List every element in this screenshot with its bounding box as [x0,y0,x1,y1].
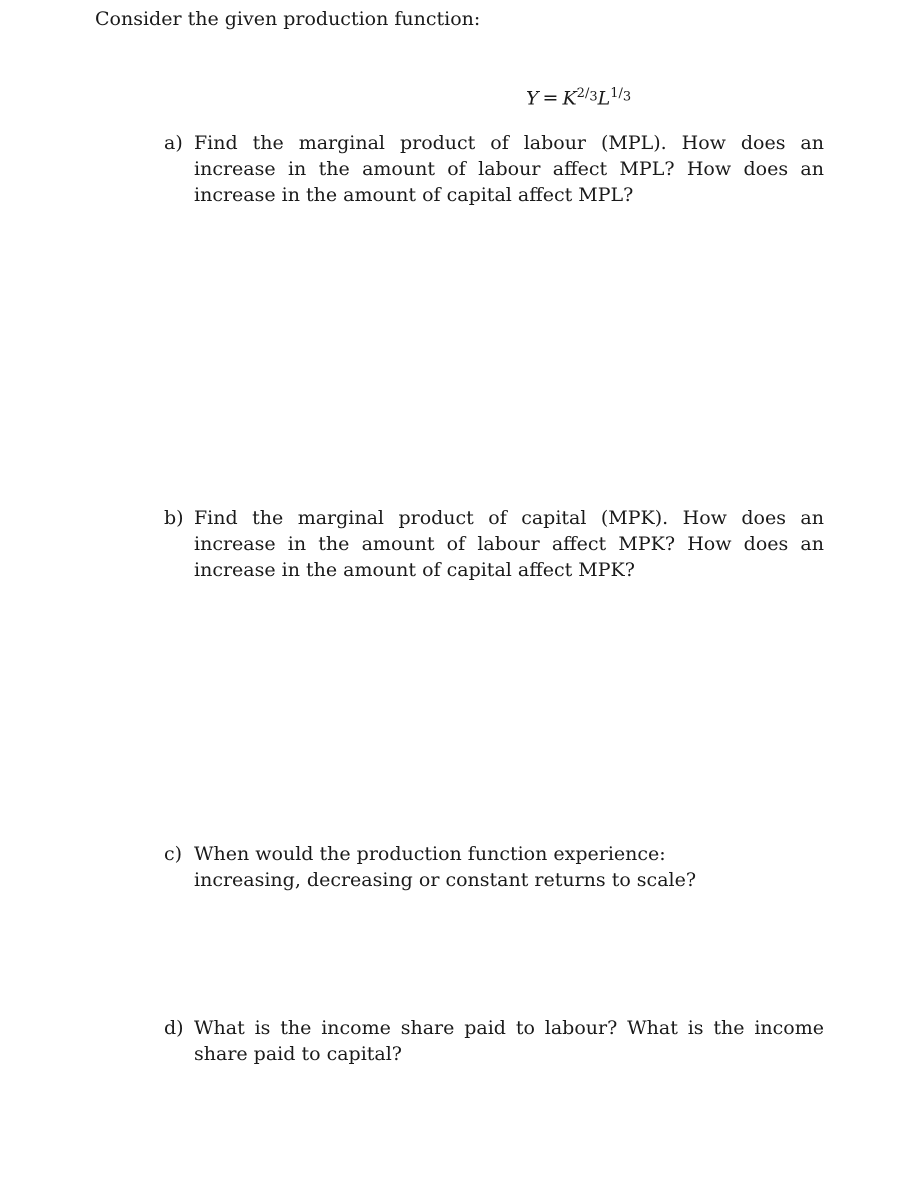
equation-exponent-l: 1/3 [610,86,632,105]
intro-text: Consider the given production function: [95,8,481,30]
question-text [194,841,824,893]
question-label: c) [164,843,183,865]
question-d [164,1015,824,1067]
question-text: What is the income share paid to labour? What is the income share paid to capital? [194,1017,824,1065]
question-b [164,505,824,583]
production-function-equation [526,86,631,109]
equation-lhs: Y [526,87,539,110]
question-label: b) [164,507,184,529]
question-c [164,841,824,893]
question-label: d) [164,1017,184,1039]
question-text-line: increasing, decreasing or constant returns to scale? [194,869,697,891]
equation-base-k: K [562,87,577,110]
equation-equals: = [542,87,559,110]
equation-exponent-k: 2/3 [576,86,598,105]
equation-base-l: L [597,87,611,110]
question-a [164,130,824,208]
question-text: Find the marginal product of capital (MPK). How does an increase in the amount of labour affect MPK? How does an increase in the amount of capital affect MPK? [194,507,824,581]
question-text: Find the marginal product of labour (MPL). How does an increase in the amount of labour affect MPL? How does an increase in the amount of capital affect MPL? [194,132,824,206]
question-label: a) [164,132,183,154]
question-text-line: When would the production function experience: [194,843,666,865]
